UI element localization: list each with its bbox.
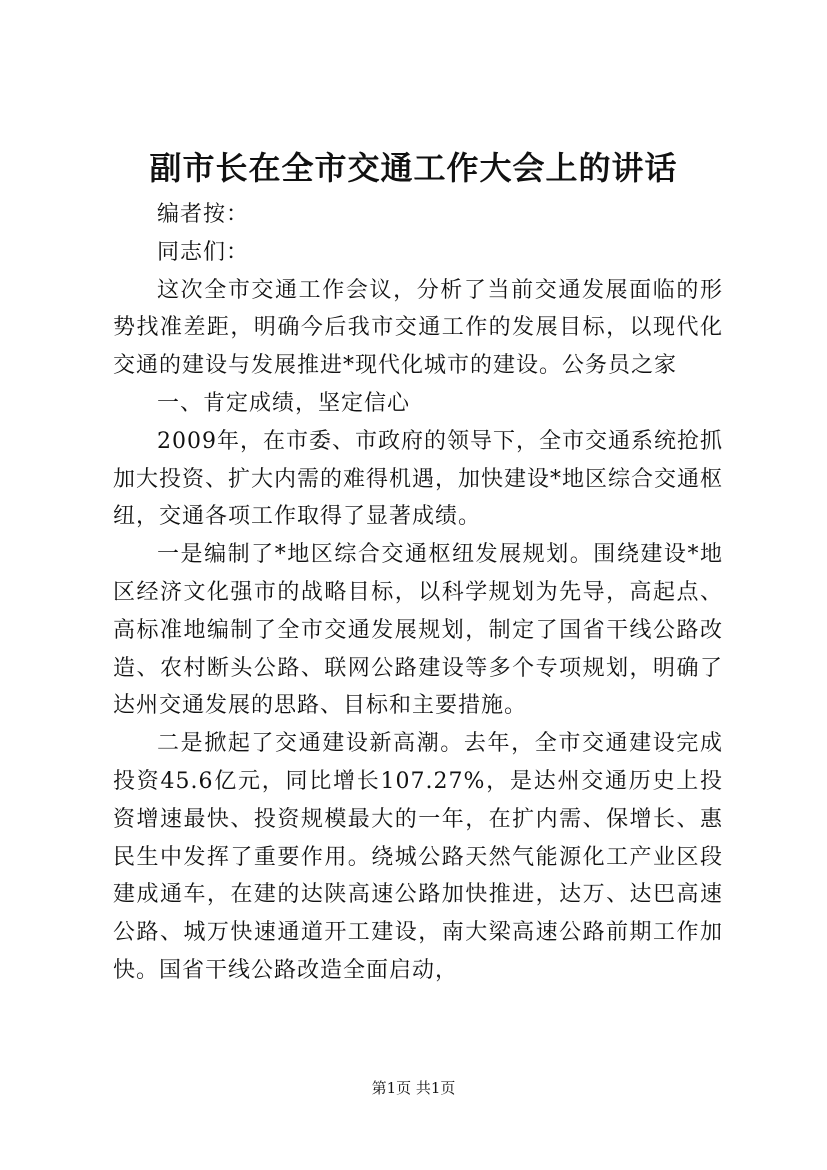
paragraph-planning: 一是编制了*地区综合交通枢纽发展规划。围绕建设*地区经济文化强市的战略目标，以科学规划为先导，高起点、高标准地编制了全市交通发展规划，制定了国省干线公路改造、农村断头公路、联网公路建设等多个专项规划，明确了达州交通发展的思路、目标和主要措施。: [113, 542, 723, 719]
paragraph-construction: 二是掀起了交通建设新高潮。去年，全市交通建设完成投资45.6亿元，同比增长107.27%，是达州交通历史上投资增速最快、投资规模最大的一年，在扩内需、保增长、惠民生中发挥了重要作用。绕城公路天然气能源化工产业区段建成通车，在建的达陕高速公路加快推进，达万、达巴高速公路、城万快速通道开工建设，南大梁高速公路前期工作加快。国省干线公路改造全面启动，: [113, 731, 723, 983]
page-footer: 第1页 共1页: [371, 1079, 456, 1097]
paragraph-2009-summary: 2009年，在市委、市政府的领导下，全市交通系统抢抓加大投资、扩大内需的难得机遇，加快建设*地区综合交通枢纽，交通各项工作取得了显著成绩。: [113, 428, 724, 530]
document-body: [113, 196, 723, 990]
document-title: 副市长在全市交通工作大会上的讲话: [149, 149, 678, 187]
paragraph-editor-note: 编者按：: [157, 202, 250, 227]
paragraph-salutation: 同志们：: [157, 239, 250, 265]
section-heading-1: 一、肯定成绩，坚定信心: [157, 390, 411, 416]
paragraph-intro: 这次全市交通工作会议，分析了当前交通发展面临的形势找准差距，明确今后我市交通工作的发展目标，以现代化交通的建设与发展推进*现代化城市的建设。公务员之家: [113, 277, 723, 379]
